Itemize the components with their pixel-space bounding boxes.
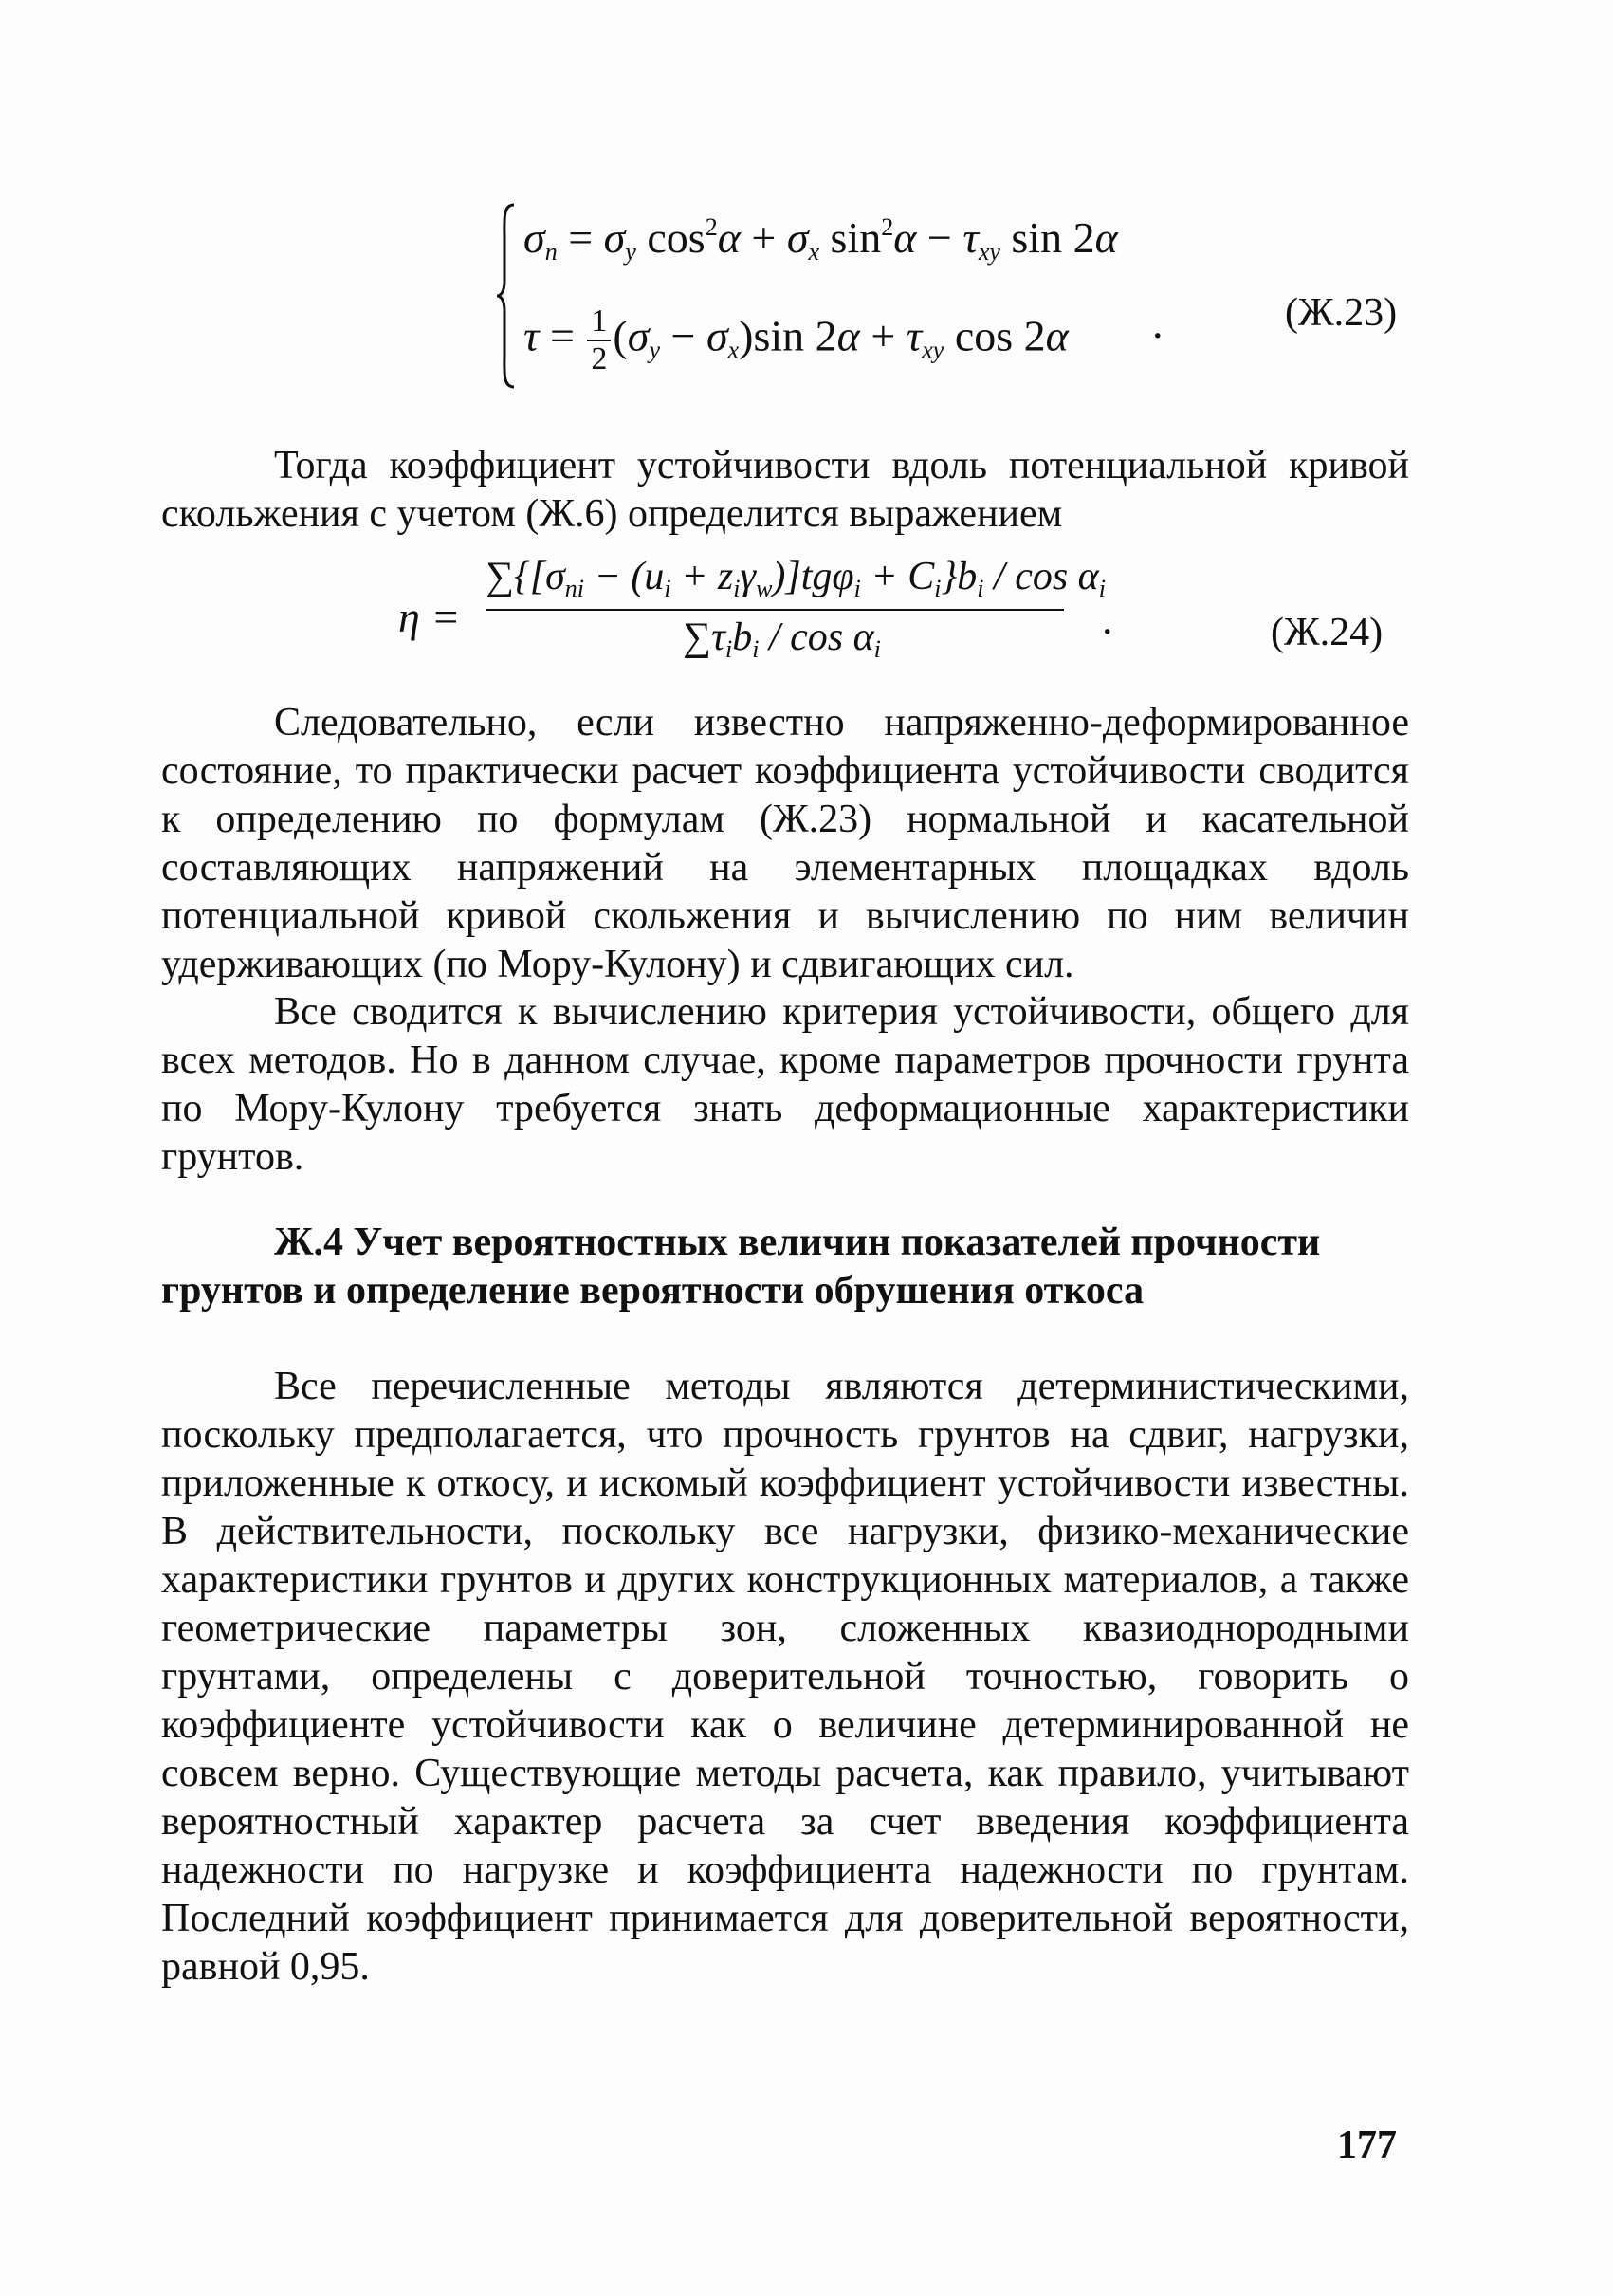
fraction-bar	[486, 609, 1064, 611]
eq-symbol: σ	[706, 311, 728, 360]
eq-subscript: i	[1098, 575, 1106, 602]
equation-zh24	[398, 554, 1157, 677]
eq-paren: (	[613, 311, 628, 360]
eq-function: sin 2	[999, 213, 1095, 262]
eq-subscript: x	[808, 238, 820, 266]
eq-dot: .	[1152, 299, 1164, 347]
eq-term: / cos α	[759, 615, 874, 659]
eq-symbol: τ	[906, 311, 923, 360]
paragraph-4: Все перечисленные методы являются детерминистическими, поскольку предполагается, что прочность грунтов на сдвиг, нагрузки, приложенные к откосу, и искомый коэффициент устойчивости известны. В действительности, поскольку все нагрузки, физико-механические характеристики грунтов и других конструкционных материалов, а также геометрические параметры зон, сложенных квазиоднородными грунтами, определены с доверительной точностью, говорить о коэффициенте устойчивости как о величине детерминированной не совсем верно. Существующие методы расчета, как правило, учитывают вероятностный характер расчета за счет введения коэффициента надежности по нагрузке и коэффициента надежности по грунтам. Последний коэффициент принимается для доверительной вероятности, равной 0,95.	[161, 1365, 1409, 1989]
paragraph-3: Все сводится к вычислению критерия устойчивости, общего для всех методов. Но в данном случае, кроме параметров прочности грунта по Мору-Кулону требуется знать деформационные характеристики грунтов.	[161, 990, 1409, 1179]
eq-term: }b	[941, 555, 978, 598]
eq-superscript: 2	[881, 213, 894, 241]
eq-function: )sin 2	[739, 311, 837, 360]
eq-subscript: ni	[564, 575, 585, 602]
eq-function: cos	[635, 213, 706, 262]
eq-term: ∑{[σ	[486, 555, 565, 598]
eq-subscript: n	[544, 238, 558, 266]
eq-subscript: x	[727, 336, 740, 364]
eq-subscript: i	[977, 575, 984, 602]
eq-subscript: xy	[978, 238, 1000, 266]
eq-symbol: σ	[603, 213, 626, 262]
paragraph-1: Тогда коэффициент устойчивости вдоль потенциальной кривой скольжения с учетом (Ж.6) определится выражением	[161, 444, 1409, 536]
eq-subscript: i	[873, 635, 881, 663]
section-heading: Ж.4 Учет вероятностных величин показателей прочности грунтов и определение вероятности обрушения откоса	[161, 1221, 1321, 1313]
eq-function: sin	[819, 213, 882, 262]
eq-dot: .	[1102, 595, 1113, 643]
eq-symbol: σ	[523, 213, 545, 262]
eq-symbol: α	[893, 213, 917, 262]
eq-term: ∑τ	[683, 615, 725, 659]
eq-symbol: τ	[523, 311, 540, 360]
eq-subscript: w	[756, 575, 773, 602]
eq-symbol: α	[717, 213, 741, 262]
eq-symbol: α	[836, 311, 860, 360]
eq-term: b	[732, 615, 753, 659]
eq-subscript: i	[934, 575, 942, 602]
equation-zh24-denominator	[683, 615, 881, 664]
eq-term: + C	[860, 555, 935, 598]
eq-subscript: y	[649, 336, 660, 364]
eq-term: γ	[740, 555, 757, 598]
eq-symbol: τ	[962, 213, 979, 262]
eq-term: + z	[670, 555, 734, 598]
eq-operator: +	[740, 213, 787, 262]
eq-operator: =	[557, 213, 604, 262]
left-brace-icon	[495, 201, 516, 391]
eq-function: cos 2	[944, 311, 1046, 360]
eq-fraction	[587, 305, 611, 376]
page-number: 177	[1337, 2123, 1397, 2167]
eq-term: / cos α	[983, 555, 1099, 598]
eq-operator: −	[659, 311, 706, 360]
eq-subscript: i	[733, 575, 741, 602]
eq-operator: +	[859, 311, 907, 360]
equation-number-zh24: (Ж.24)	[1271, 611, 1384, 654]
eq-fraction-denominator: 2	[591, 341, 608, 377]
eq-subscript: i	[853, 575, 861, 602]
eq-term: )]tgφ	[772, 555, 854, 598]
eq-operator: −	[916, 213, 963, 262]
eq-subscript: i	[664, 575, 671, 602]
equation-zh23-line1	[523, 212, 1118, 266]
equation-zh23-line2	[523, 305, 1069, 376]
eq-symbol: σ	[627, 311, 650, 360]
eq-fraction-numerator: 1	[587, 305, 611, 341]
eq-symbol: α	[1045, 311, 1069, 360]
paragraph-2: Следовательно, если известно напряженно-деформированное состояние, то практически расчет коэффициента устойчивости сводится к определению по формулам (Ж.23) нормальной и касательной составляющих напряжений на элементарных площадках вдоль потенциальной кривой скольжения и вычислению по ним величин удерживающих (по Мору-Кулону) и сдвигающих сил.	[161, 701, 1409, 986]
eq-operator: =	[539, 311, 586, 360]
eq-subscript: i	[752, 635, 760, 663]
eq-lhs: η =	[398, 593, 461, 641]
eq-term: − (u	[584, 555, 665, 598]
equation-number-zh23: (Ж.23)	[1285, 291, 1398, 335]
eq-symbol: σ	[786, 213, 809, 262]
eq-subscript: i	[724, 635, 733, 663]
eq-subscript: xy	[922, 336, 944, 364]
eq-symbol: α	[1094, 213, 1118, 262]
eq-subscript: y	[625, 238, 636, 266]
equation-zh24-numerator	[486, 554, 1106, 603]
eq-superscript: 2	[705, 213, 718, 241]
